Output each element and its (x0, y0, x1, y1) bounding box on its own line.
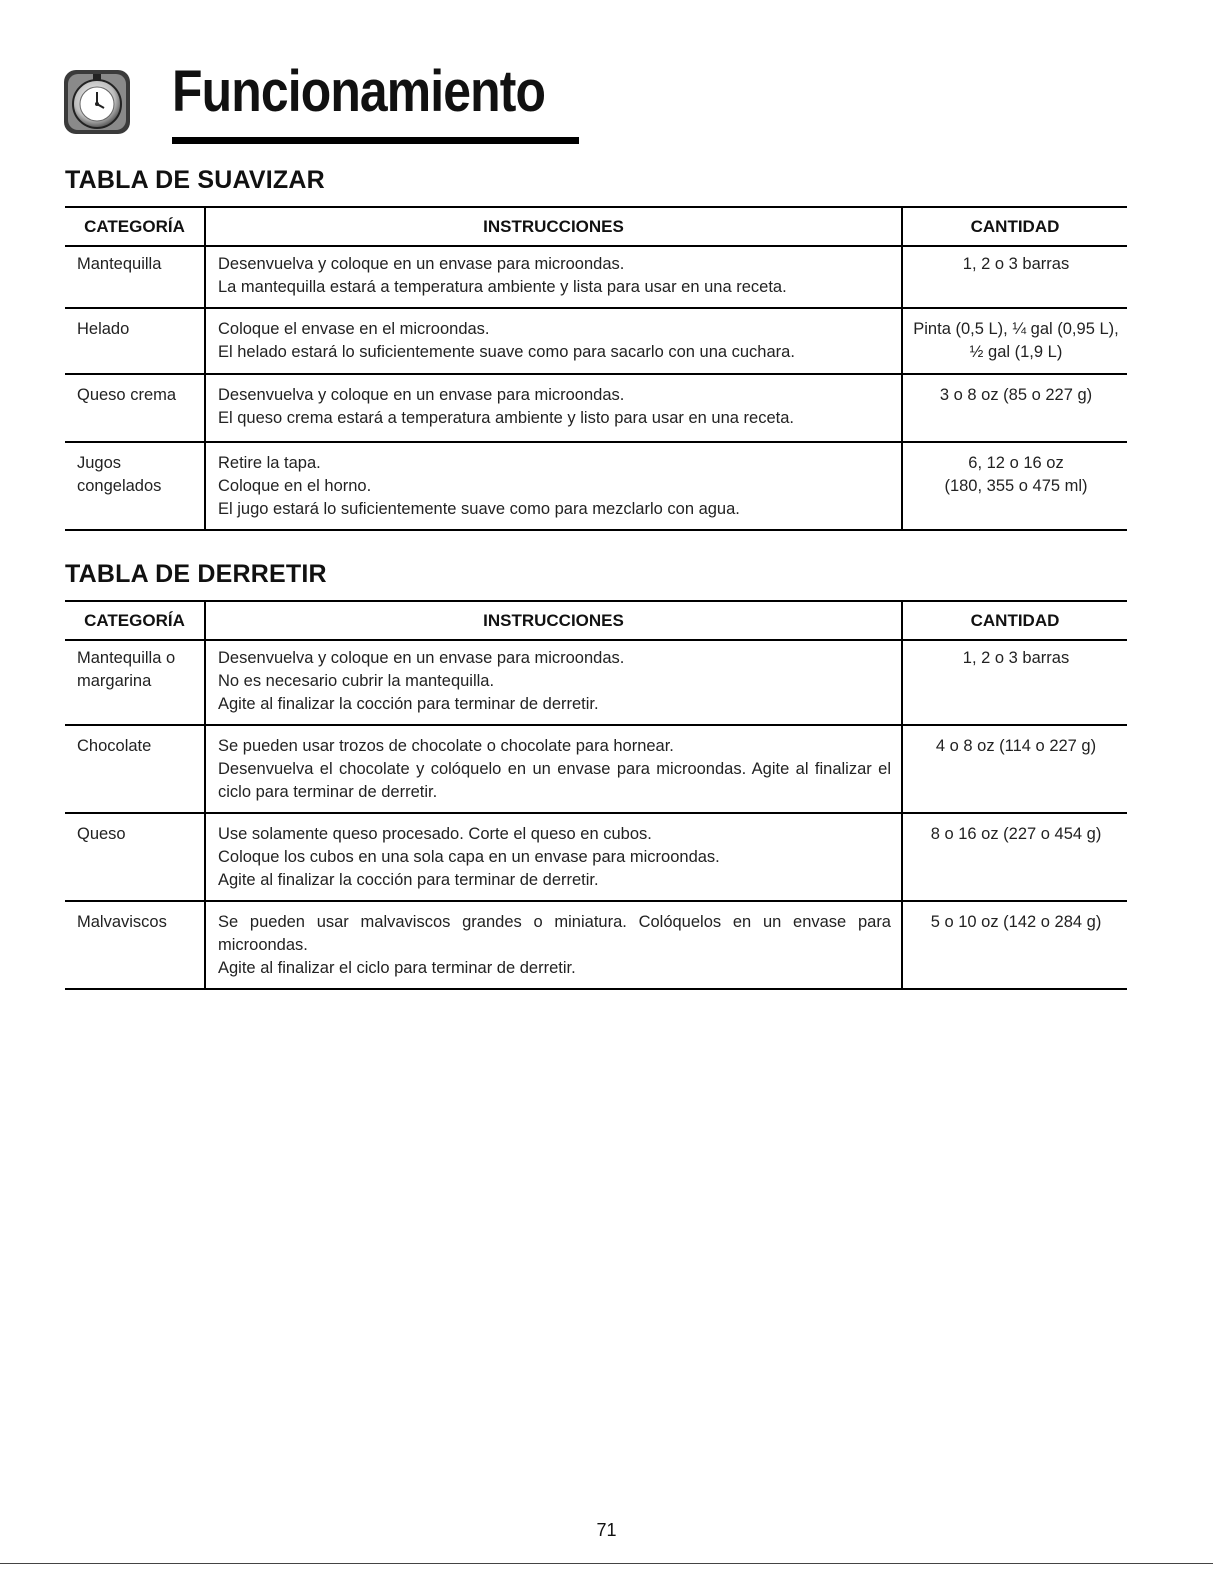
category-cell: Queso (65, 813, 205, 901)
category-cell: Helado (65, 308, 205, 374)
table-row (65, 640, 1127, 725)
table-header-row (65, 601, 1127, 640)
category-cell: Malvaviscos (65, 901, 205, 989)
table-row (65, 813, 1127, 901)
instructions-cell: Retire la tapa. Coloque en el horno. El jugo estará lo suficientemente suave como para mezclarlo con agua. (205, 442, 902, 530)
column-header-instructions: INSTRUCCIONES (205, 207, 902, 246)
quantity-cell: 1, 2 o 3 barras (902, 246, 1127, 308)
softening-table-title: TABLA DE SUAVIZAR (65, 166, 325, 194)
category-cell: Mantequilla (65, 246, 205, 308)
page-title: Funcionamiento (172, 59, 546, 124)
quantity-cell: 8 o 16 oz (227 o 454 g) (902, 813, 1127, 901)
instructions-cell: Use solamente queso procesado. Corte el queso en cubos. Coloque los cubos en una sola capa en un envase para microondas. Agite al finalizar la cocción para terminar de derretir. (205, 813, 902, 901)
quantity-cell: Pinta (0,5 L), ¼ gal (0,95 L), ½ gal (1,9 L) (902, 308, 1127, 374)
title-underline (172, 137, 579, 144)
table-row (65, 901, 1127, 989)
instructions-cell: Desenvuelva y coloque en un envase para microondas. La mantequilla estará a temperatura ambiente y lista para usar en una receta. (205, 246, 902, 308)
melting-table (65, 600, 1127, 990)
table-header-row (65, 207, 1127, 246)
table-row (65, 246, 1127, 308)
instructions-cell: Desenvuelva y coloque en un envase para microondas. El queso crema estará a temperatura ambiente y listo para usar en una receta. (205, 374, 902, 442)
quantity-cell: 6, 12 o 16 oz (180, 355 o 475 ml) (902, 442, 1127, 530)
softening-table (65, 206, 1127, 531)
column-header-quantity: CANTIDAD (902, 207, 1127, 246)
quantity-cell: 5 o 10 oz (142 o 284 g) (902, 901, 1127, 989)
table-row (65, 442, 1127, 530)
column-header-quantity: CANTIDAD (902, 601, 1127, 640)
column-header-category: CATEGORÍA (65, 601, 205, 640)
stopwatch-icon (62, 66, 134, 138)
category-cell: Jugos congelados (65, 442, 205, 530)
table-row (65, 308, 1127, 374)
instructions-cell: Se pueden usar malvaviscos grandes o miniatura. Colóquelos en un envase para microondas. Agite al finalizar el ciclo para terminar de derretir. (205, 901, 902, 989)
instructions-cell: Coloque el envase en el microondas. El helado estará lo suficientemente suave como para sacarlo con una cuchara. (205, 308, 902, 374)
table-row (65, 725, 1127, 813)
page-number: 71 (596, 1520, 617, 1540)
instructions-cell: Se pueden usar trozos de chocolate o chocolate para hornear. Desenvuelva el chocolate y colóquelo en un envase para microondas. Agite al finalizar el ciclo para terminar de derretir. (205, 725, 902, 813)
quantity-cell: 3 o 8 oz (85 o 227 g) (902, 374, 1127, 442)
category-cell: Mantequilla o margarina (65, 640, 205, 725)
melting-table-title: TABLA DE DERRETIR (65, 560, 327, 588)
category-cell: Queso crema (65, 374, 205, 442)
column-header-instructions: INSTRUCCIONES (205, 601, 902, 640)
quantity-cell: 4 o 8 oz (114 o 227 g) (902, 725, 1127, 813)
page-bottom-rule (0, 1563, 1213, 1564)
table-row (65, 374, 1127, 442)
category-cell: Chocolate (65, 725, 205, 813)
quantity-cell: 1, 2 o 3 barras (902, 640, 1127, 725)
column-header-category: CATEGORÍA (65, 207, 205, 246)
instructions-cell: Desenvuelva y coloque en un envase para microondas. No es necesario cubrir la mantequilla. Agite al finalizar la cocción para terminar de derretir. (205, 640, 902, 725)
